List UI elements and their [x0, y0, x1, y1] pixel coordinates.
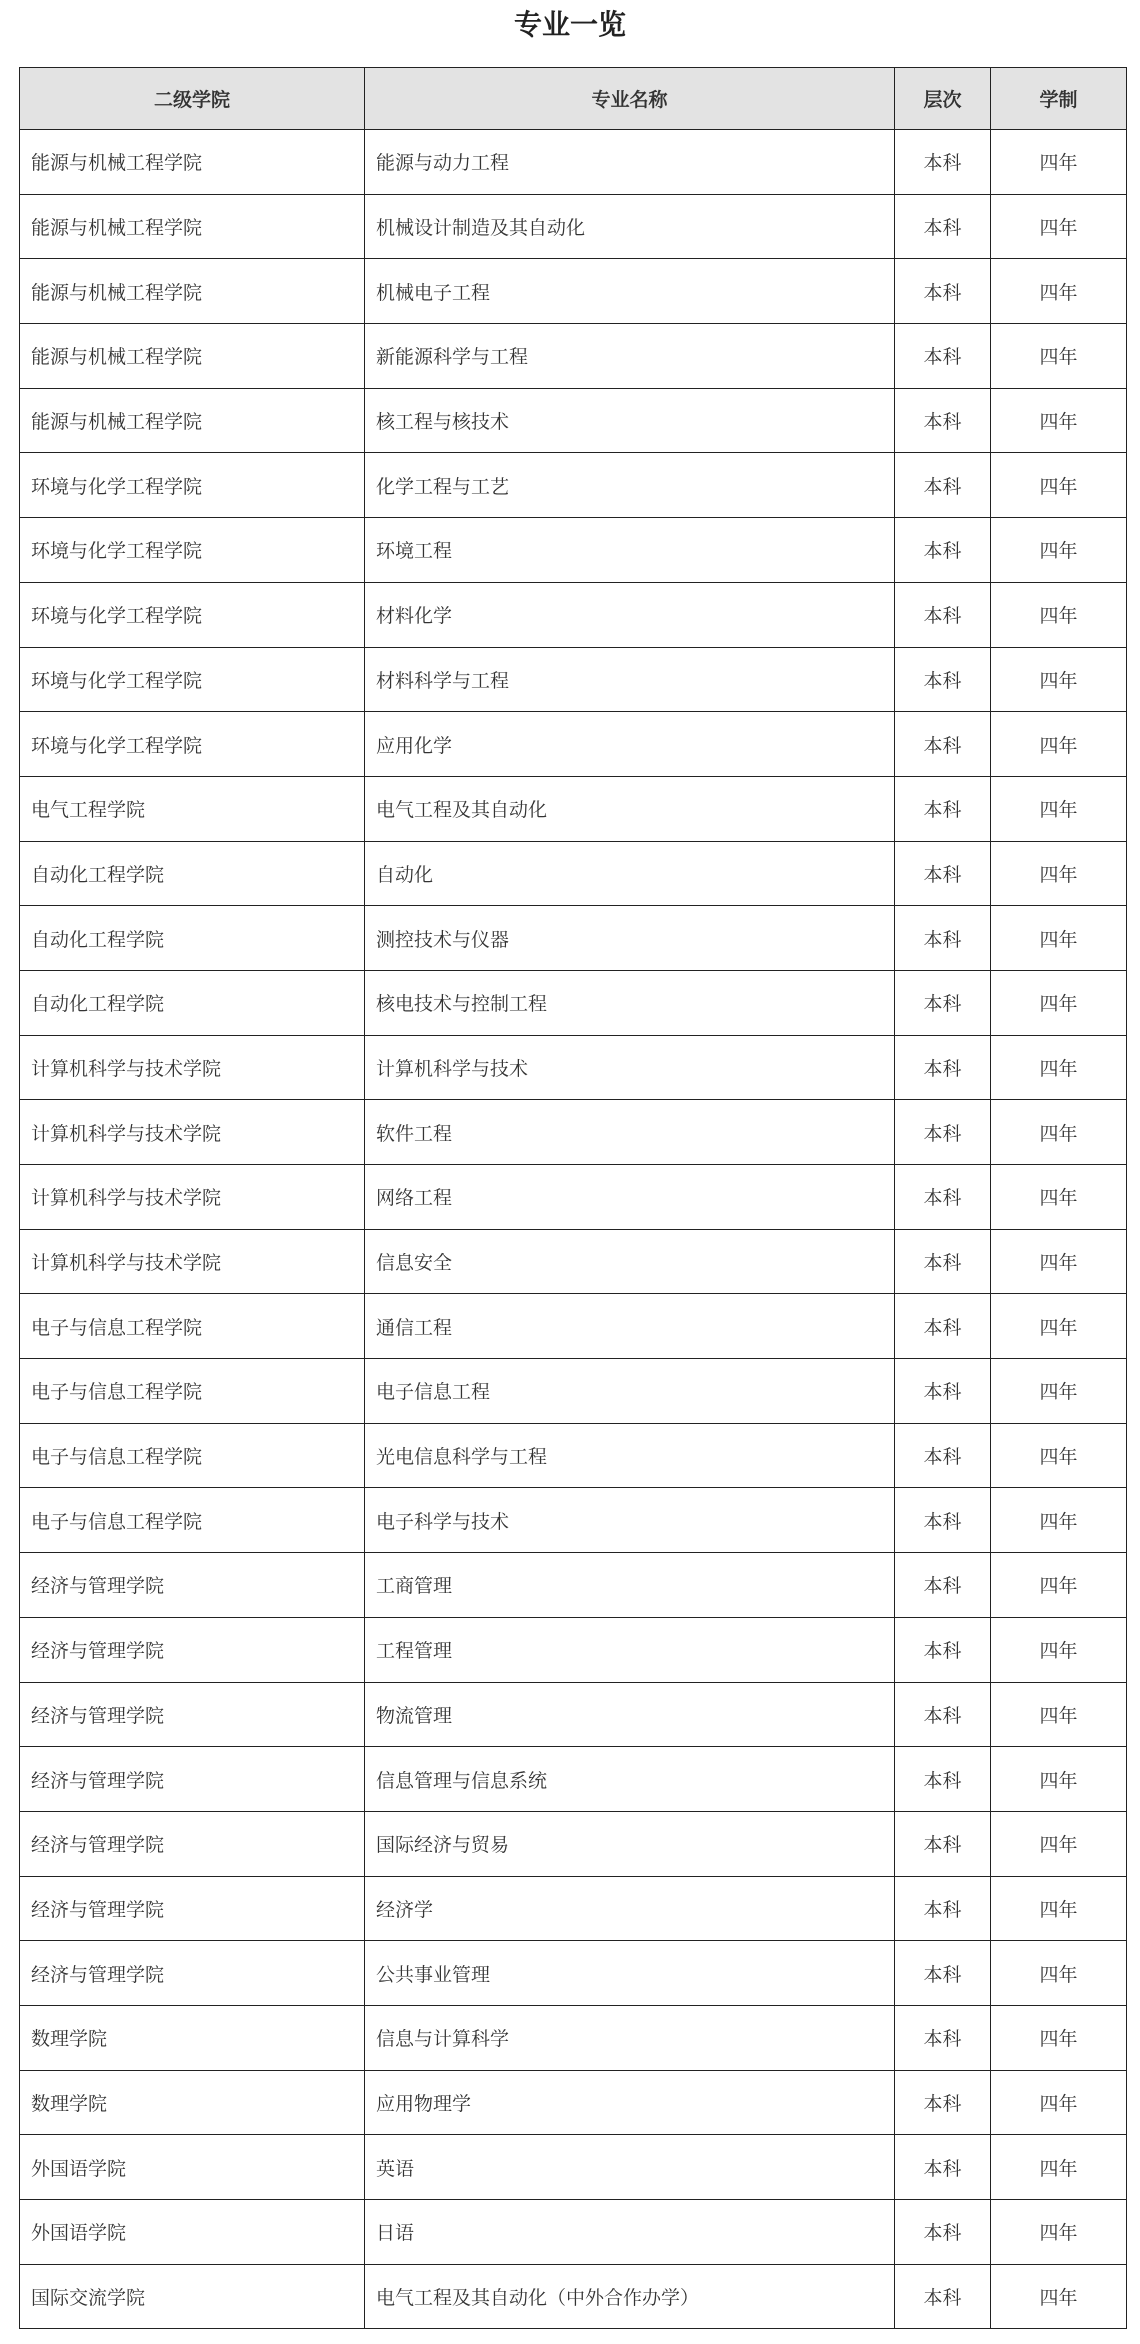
cell-major: 材料化学 — [365, 582, 895, 647]
table-row — [20, 1035, 1127, 1100]
cell-college: 能源与机械工程学院 — [20, 194, 365, 259]
cell-level: 本科 — [895, 518, 991, 583]
cell-level: 本科 — [895, 906, 991, 971]
cell-major: 测控技术与仪器 — [365, 906, 895, 971]
table-row — [20, 2264, 1127, 2329]
cell-level: 本科 — [895, 2070, 991, 2135]
cell-major: 工程管理 — [365, 1617, 895, 1682]
cell-level: 本科 — [895, 1682, 991, 1747]
cell-college: 电子与信息工程学院 — [20, 1488, 365, 1553]
table-row — [20, 582, 1127, 647]
cell-duration: 四年 — [991, 841, 1127, 906]
cell-duration: 四年 — [991, 1553, 1127, 1618]
cell-level: 本科 — [895, 712, 991, 777]
header-row — [20, 68, 1127, 130]
cell-level: 本科 — [895, 1941, 991, 2006]
cell-level: 本科 — [895, 1229, 991, 1294]
cell-level: 本科 — [895, 1617, 991, 1682]
cell-major: 软件工程 — [365, 1100, 895, 1165]
table-row — [20, 1488, 1127, 1553]
cell-duration: 四年 — [991, 1811, 1127, 1876]
cell-level: 本科 — [895, 970, 991, 1035]
cell-level: 本科 — [895, 2264, 991, 2329]
cell-college: 电子与信息工程学院 — [20, 1294, 365, 1359]
cell-major: 应用化学 — [365, 712, 895, 777]
cell-level: 本科 — [895, 841, 991, 906]
cell-college: 电子与信息工程学院 — [20, 1423, 365, 1488]
cell-duration: 四年 — [991, 970, 1127, 1035]
cell-college: 经济与管理学院 — [20, 1876, 365, 1941]
cell-major: 核工程与核技术 — [365, 388, 895, 453]
cell-college: 自动化工程学院 — [20, 906, 365, 971]
cell-college: 外国语学院 — [20, 2135, 365, 2200]
cell-duration: 四年 — [991, 1035, 1127, 1100]
cell-duration: 四年 — [991, 1423, 1127, 1488]
cell-major: 计算机科学与技术 — [365, 1035, 895, 1100]
cell-duration: 四年 — [991, 1229, 1127, 1294]
cell-college: 环境与化学工程学院 — [20, 453, 365, 518]
cell-college: 经济与管理学院 — [20, 1553, 365, 1618]
table-row — [20, 2070, 1127, 2135]
cell-major: 国际经济与贸易 — [365, 1811, 895, 1876]
cell-duration: 四年 — [991, 1488, 1127, 1553]
cell-college: 计算机科学与技术学院 — [20, 1100, 365, 1165]
cell-major: 电气工程及其自动化 — [365, 776, 895, 841]
cell-college: 经济与管理学院 — [20, 1617, 365, 1682]
table-row — [20, 1747, 1127, 1812]
cell-duration: 四年 — [991, 2200, 1127, 2265]
table-row — [20, 906, 1127, 971]
cell-level: 本科 — [895, 1747, 991, 1812]
cell-college: 能源与机械工程学院 — [20, 130, 365, 195]
cell-major: 能源与动力工程 — [365, 130, 895, 195]
table-row — [20, 1359, 1127, 1424]
table-row — [20, 2135, 1127, 2200]
cell-college: 外国语学院 — [20, 2200, 365, 2265]
table-header — [20, 68, 1127, 130]
cell-major: 英语 — [365, 2135, 895, 2200]
cell-duration: 四年 — [991, 194, 1127, 259]
table-row — [20, 1682, 1127, 1747]
cell-duration: 四年 — [991, 2005, 1127, 2070]
cell-major: 应用物理学 — [365, 2070, 895, 2135]
table-row — [20, 2200, 1127, 2265]
cell-duration: 四年 — [991, 1165, 1127, 1230]
table-row — [20, 2005, 1127, 2070]
cell-level: 本科 — [895, 1165, 991, 1230]
cell-duration: 四年 — [991, 324, 1127, 389]
cell-level: 本科 — [895, 1359, 991, 1424]
table-row — [20, 1294, 1127, 1359]
cell-level: 本科 — [895, 1876, 991, 1941]
cell-college: 能源与机械工程学院 — [20, 388, 365, 453]
header-major: 专业名称 — [365, 68, 895, 130]
cell-level: 本科 — [895, 776, 991, 841]
cell-duration: 四年 — [991, 259, 1127, 324]
header-level: 层次 — [895, 68, 991, 130]
cell-major: 通信工程 — [365, 1294, 895, 1359]
cell-college: 国际交流学院 — [20, 2264, 365, 2329]
cell-duration: 四年 — [991, 2264, 1127, 2329]
cell-level: 本科 — [895, 388, 991, 453]
cell-major: 信息管理与信息系统 — [365, 1747, 895, 1812]
table-row — [20, 1553, 1127, 1618]
cell-major: 机械电子工程 — [365, 259, 895, 324]
cell-duration: 四年 — [991, 1100, 1127, 1165]
cell-major: 机械设计制造及其自动化 — [365, 194, 895, 259]
cell-duration: 四年 — [991, 453, 1127, 518]
cell-duration: 四年 — [991, 1617, 1127, 1682]
cell-major: 物流管理 — [365, 1682, 895, 1747]
cell-duration: 四年 — [991, 2070, 1127, 2135]
cell-college: 自动化工程学院 — [20, 970, 365, 1035]
table-row — [20, 1617, 1127, 1682]
cell-duration: 四年 — [991, 712, 1127, 777]
cell-level: 本科 — [895, 1035, 991, 1100]
cell-college: 电气工程学院 — [20, 776, 365, 841]
cell-duration: 四年 — [991, 647, 1127, 712]
cell-college: 经济与管理学院 — [20, 1811, 365, 1876]
table-row — [20, 970, 1127, 1035]
table-row — [20, 841, 1127, 906]
cell-major: 核电技术与控制工程 — [365, 970, 895, 1035]
cell-duration: 四年 — [991, 388, 1127, 453]
cell-duration: 四年 — [991, 1294, 1127, 1359]
cell-major: 化学工程与工艺 — [365, 453, 895, 518]
table-row — [20, 453, 1127, 518]
cell-level: 本科 — [895, 453, 991, 518]
cell-level: 本科 — [895, 1553, 991, 1618]
cell-college: 环境与化学工程学院 — [20, 518, 365, 583]
table-row — [20, 1100, 1127, 1165]
header-college: 二级学院 — [20, 68, 365, 130]
cell-major: 材料科学与工程 — [365, 647, 895, 712]
cell-college: 能源与机械工程学院 — [20, 259, 365, 324]
table-row — [20, 194, 1127, 259]
cell-level: 本科 — [895, 259, 991, 324]
cell-major: 环境工程 — [365, 518, 895, 583]
cell-college: 计算机科学与技术学院 — [20, 1229, 365, 1294]
table-row — [20, 1941, 1127, 2006]
cell-duration: 四年 — [991, 776, 1127, 841]
cell-college: 数理学院 — [20, 2005, 365, 2070]
cell-college: 电子与信息工程学院 — [20, 1359, 365, 1424]
cell-duration: 四年 — [991, 518, 1127, 583]
cell-level: 本科 — [895, 582, 991, 647]
cell-major: 网络工程 — [365, 1165, 895, 1230]
cell-college: 环境与化学工程学院 — [20, 647, 365, 712]
cell-level: 本科 — [895, 2005, 991, 2070]
major-table — [19, 67, 1127, 2329]
cell-college: 计算机科学与技术学院 — [20, 1165, 365, 1230]
cell-duration: 四年 — [991, 906, 1127, 971]
cell-duration: 四年 — [991, 1682, 1127, 1747]
cell-level: 本科 — [895, 1488, 991, 1553]
cell-major: 电气工程及其自动化（中外合作办学） — [365, 2264, 895, 2329]
cell-college: 环境与化学工程学院 — [20, 582, 365, 647]
cell-level: 本科 — [895, 1423, 991, 1488]
table-row — [20, 647, 1127, 712]
cell-duration: 四年 — [991, 1876, 1127, 1941]
table-row — [20, 776, 1127, 841]
table-row — [20, 1229, 1127, 1294]
cell-level: 本科 — [895, 130, 991, 195]
cell-college: 能源与机械工程学院 — [20, 324, 365, 389]
table-row — [20, 1876, 1127, 1941]
cell-major: 新能源科学与工程 — [365, 324, 895, 389]
table-row — [20, 1423, 1127, 1488]
table-body — [20, 130, 1127, 2329]
cell-level: 本科 — [895, 1100, 991, 1165]
cell-college: 计算机科学与技术学院 — [20, 1035, 365, 1100]
cell-major: 经济学 — [365, 1876, 895, 1941]
cell-college: 自动化工程学院 — [20, 841, 365, 906]
cell-college: 环境与化学工程学院 — [20, 712, 365, 777]
cell-duration: 四年 — [991, 1941, 1127, 2006]
cell-level: 本科 — [895, 1811, 991, 1876]
cell-major: 信息安全 — [365, 1229, 895, 1294]
cell-major: 日语 — [365, 2200, 895, 2265]
cell-college: 经济与管理学院 — [20, 1941, 365, 2006]
cell-major: 信息与计算科学 — [365, 2005, 895, 2070]
table-row — [20, 130, 1127, 195]
cell-major: 电子科学与技术 — [365, 1488, 895, 1553]
cell-duration: 四年 — [991, 2135, 1127, 2200]
header-duration: 学制 — [991, 68, 1127, 130]
page-title: 专业一览 — [513, 8, 626, 41]
table-row — [20, 712, 1127, 777]
cell-duration: 四年 — [991, 582, 1127, 647]
table-row — [20, 259, 1127, 324]
cell-major: 工商管理 — [365, 1553, 895, 1618]
table-row — [20, 1165, 1127, 1230]
table-row — [20, 324, 1127, 389]
cell-duration: 四年 — [991, 1359, 1127, 1424]
cell-duration: 四年 — [991, 1747, 1127, 1812]
cell-level: 本科 — [895, 1294, 991, 1359]
cell-level: 本科 — [895, 647, 991, 712]
table-row — [20, 388, 1127, 453]
cell-major: 自动化 — [365, 841, 895, 906]
cell-level: 本科 — [895, 324, 991, 389]
cell-college: 经济与管理学院 — [20, 1682, 365, 1747]
table-row — [20, 518, 1127, 583]
cell-duration: 四年 — [991, 130, 1127, 195]
table-row — [20, 1811, 1127, 1876]
cell-level: 本科 — [895, 2200, 991, 2265]
cell-major: 光电信息科学与工程 — [365, 1423, 895, 1488]
cell-major: 公共事业管理 — [365, 1941, 895, 2006]
cell-college: 经济与管理学院 — [20, 1747, 365, 1812]
cell-major: 电子信息工程 — [365, 1359, 895, 1424]
cell-level: 本科 — [895, 194, 991, 259]
cell-college: 数理学院 — [20, 2070, 365, 2135]
cell-level: 本科 — [895, 2135, 991, 2200]
